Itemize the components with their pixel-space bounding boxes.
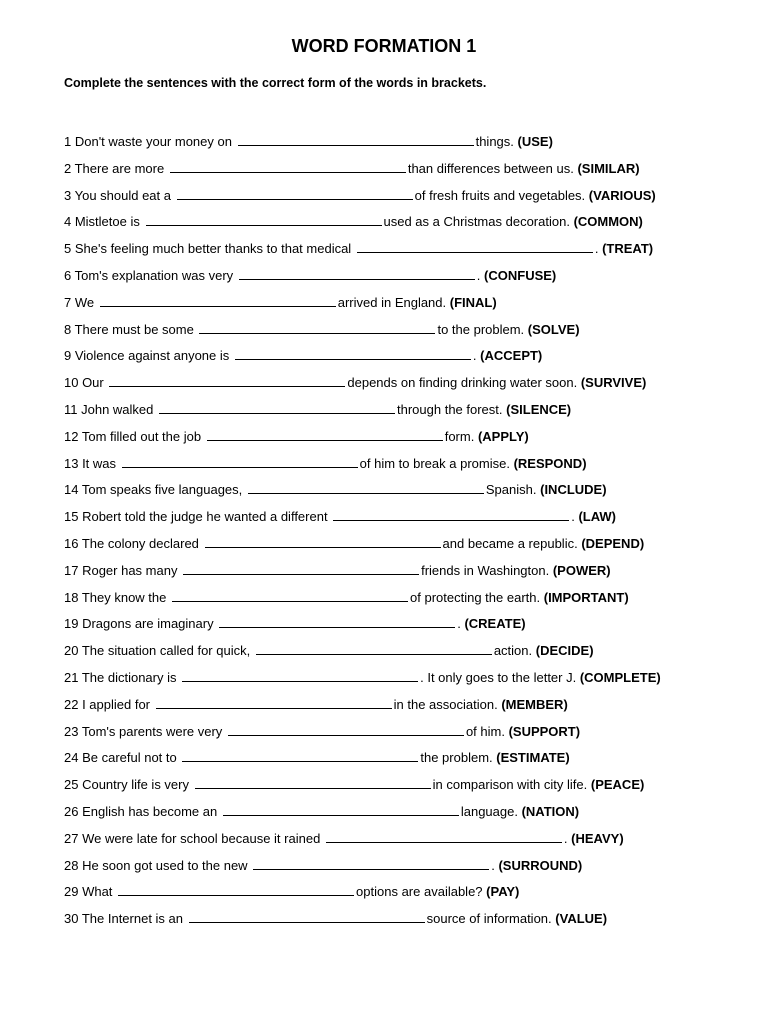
answer-blank[interactable]: [219, 615, 455, 628]
sentence-end: . It only goes to the letter J.: [420, 669, 577, 685]
sentence-start: 28 He soon got used to the new: [64, 857, 248, 873]
sentence-start: 11 John walked: [64, 401, 154, 417]
sentence-end: of protecting the earth.: [410, 589, 541, 605]
base-word: (COMMON): [573, 214, 643, 230]
sentence-end: source of information.: [426, 911, 552, 927]
base-word: (APPLY): [477, 428, 529, 444]
answer-blank[interactable]: [156, 696, 392, 709]
sentence-end: action.: [493, 643, 533, 659]
sentence-end: of fresh fruits and vegetables.: [414, 187, 586, 203]
base-word: (SUPPORT): [508, 723, 581, 739]
exercise-line: [64, 803, 744, 830]
exercise-line: [64, 294, 744, 321]
answer-blank[interactable]: [223, 803, 459, 816]
answer-blank[interactable]: [205, 535, 441, 548]
base-word: (TREAT): [602, 241, 654, 257]
exercise-line: [64, 455, 744, 482]
answer-blank[interactable]: [118, 883, 354, 896]
exercise-line: [64, 481, 744, 508]
sentence-end: form.: [444, 428, 475, 444]
base-word: (INCLUDE): [540, 482, 607, 498]
sentence-end: of him to break a promise.: [359, 455, 510, 471]
sentence-end: in the association.: [393, 696, 498, 712]
base-word: (ACCEPT): [480, 348, 543, 364]
sentence-end: language.: [460, 803, 518, 819]
answer-blank[interactable]: [177, 187, 413, 200]
answer-blank[interactable]: [189, 910, 425, 923]
sentence-start: 8 There must be some: [64, 321, 194, 337]
sentence-start: 14 Tom speaks five languages,: [64, 482, 243, 498]
exercise-line: [64, 642, 744, 669]
sentence-start: 20 The situation called for quick,: [64, 643, 251, 659]
exercise-line: [64, 213, 744, 240]
exercise-line: [64, 321, 744, 348]
answer-blank[interactable]: [248, 481, 484, 494]
sentence-start: 29 What: [64, 884, 113, 900]
base-word: (CREATE): [464, 616, 526, 632]
sentence-end: Spanish.: [485, 482, 537, 498]
answer-blank[interactable]: [170, 160, 406, 173]
sentence-end: friends in Washington.: [421, 562, 550, 578]
sentence-start: 4 Mistletoe is: [64, 214, 140, 230]
answer-blank[interactable]: [228, 723, 464, 736]
sentence-start: 5 She's feeling much better thanks to that medical: [64, 241, 352, 257]
answer-blank[interactable]: [253, 857, 489, 870]
exercise-line: [64, 562, 744, 589]
sentence-start: 26 English has become an: [64, 803, 218, 819]
answer-blank[interactable]: [357, 240, 593, 253]
exercise-line: [64, 133, 744, 160]
exercise-line: [64, 589, 744, 616]
base-word: (LAW): [578, 509, 616, 525]
answer-blank[interactable]: [109, 374, 345, 387]
base-word: (PAY): [486, 884, 520, 900]
sentence-end: .: [457, 616, 461, 632]
instructions: Complete the sentences with the correct form of the words in brackets.: [64, 76, 487, 90]
sentence-start: 22 I applied for: [64, 696, 151, 712]
sentence-end: arrived in England.: [337, 294, 447, 310]
base-word: (ESTIMATE): [496, 750, 570, 766]
sentence-end: to the problem.: [437, 321, 525, 337]
answer-blank[interactable]: [199, 321, 435, 334]
answer-blank[interactable]: [146, 213, 382, 226]
base-word: (CONFUSE): [484, 267, 557, 283]
answer-blank[interactable]: [122, 455, 358, 468]
answer-blank[interactable]: [238, 133, 474, 146]
exercise-line: [64, 723, 744, 750]
base-word: (RESPOND): [513, 455, 587, 471]
sentence-start: 17 Roger has many: [64, 562, 178, 578]
exercise-line: [64, 187, 744, 214]
base-word: (HEAVY): [571, 830, 624, 846]
sentence-end: .: [594, 241, 599, 257]
sentence-end: through the forest.: [397, 401, 503, 417]
sentence-start: 16 The colony declared: [64, 535, 199, 551]
base-word: (SILENCE): [506, 401, 572, 417]
base-word: (IMPORTANT): [543, 589, 629, 605]
answer-blank[interactable]: [182, 749, 418, 762]
sentence-start: 23 Tom's parents were very: [64, 723, 223, 739]
answer-blank[interactable]: [100, 294, 336, 307]
sentence-start: 18 They know the: [64, 589, 167, 605]
exercise-line: [64, 535, 744, 562]
exercise-line: [64, 883, 744, 910]
sentence-end: used as a Christmas decoration.: [383, 214, 570, 230]
sentence-start: 9 Violence against anyone is: [64, 348, 230, 364]
base-word: (NATION): [521, 803, 580, 819]
sentence-start: 19 Dragons are imaginary: [64, 616, 214, 632]
sentence-end: .: [571, 509, 575, 525]
base-word: (FINAL): [449, 294, 497, 310]
exercise-line: [64, 428, 744, 455]
sentence-end: depends on finding drinking water soon.: [347, 375, 578, 391]
base-word: (COMPLETE): [579, 669, 661, 685]
sentence-end: the problem.: [420, 750, 493, 766]
answer-blank[interactable]: [159, 401, 395, 414]
sentence-end: things.: [475, 134, 514, 149]
sentence-end: in comparison with city life.: [432, 777, 588, 793]
answer-blank[interactable]: [235, 347, 471, 360]
sentence-start: 15 Robert told the judge he wanted a different: [64, 509, 328, 525]
base-word: (USE): [517, 134, 553, 149]
answer-blank[interactable]: [183, 562, 419, 575]
sentence-end: .: [491, 857, 495, 873]
sentence-start: 7 We: [64, 294, 95, 310]
sentence-start: 24 Be careful not to: [64, 750, 177, 766]
exercise-line: [64, 374, 744, 401]
exercise-line: [64, 776, 744, 803]
exercise-line: [64, 240, 744, 267]
sentence-start: 2 There are more: [64, 160, 165, 176]
base-word: (VARIOUS): [588, 187, 656, 203]
base-word: (SURROUND): [498, 857, 583, 873]
exercise-line: [64, 347, 744, 374]
page-title: WORD FORMATION 1: [291, 36, 477, 56]
answer-blank[interactable]: [256, 642, 492, 655]
exercise-line: [64, 401, 744, 428]
sentence-start: 25 Country life is very: [64, 777, 189, 793]
sentence-start: 30 The Internet is an: [64, 911, 184, 927]
sentence-end: .: [476, 267, 481, 283]
sentence-start: 1 Don't waste your money on: [64, 134, 232, 149]
base-word: (SURVIVE): [580, 375, 647, 391]
base-word: (MEMBER): [501, 696, 568, 712]
exercise-line: [64, 615, 744, 642]
sentence-end: of him.: [465, 723, 505, 739]
sentence-start: 10 Our: [64, 375, 104, 391]
exercise-line: [64, 830, 744, 857]
sentence-end: options are available?: [356, 884, 483, 900]
sentence-start: 12 Tom filled out the job: [64, 428, 202, 444]
exercise-line: [64, 696, 744, 723]
sentence-end: .: [563, 830, 568, 846]
sentence-start: 13 It was: [64, 455, 117, 471]
exercise-line: [64, 857, 744, 884]
base-word: (DECIDE): [535, 643, 594, 659]
sentence-end: .: [472, 348, 477, 364]
answer-blank[interactable]: [182, 669, 418, 682]
exercise-line: [64, 160, 744, 187]
base-word: (POWER): [552, 562, 611, 578]
exercise-line: [64, 669, 744, 696]
sentence-end: and became a republic.: [442, 535, 578, 551]
sentence-start: 27 We were late for school because it rained: [64, 830, 321, 846]
answer-blank[interactable]: [326, 830, 562, 843]
base-word: (SIMILAR): [577, 160, 640, 176]
answer-blank[interactable]: [195, 776, 431, 789]
exercise-line: [64, 910, 744, 937]
sentence-start: 6 Tom's explanation was very: [64, 267, 234, 283]
base-word: (SOLVE): [527, 321, 580, 337]
sentence-start: 21 The dictionary is: [64, 669, 177, 685]
answer-blank[interactable]: [239, 267, 475, 280]
exercise-line: [64, 749, 744, 776]
base-word: (DEPEND): [581, 535, 645, 551]
exercise-line: [64, 267, 744, 294]
answer-blank[interactable]: [172, 589, 408, 602]
exercise-list: [64, 133, 744, 937]
sentence-end: than differences between us.: [407, 160, 574, 176]
answer-blank[interactable]: [207, 428, 443, 441]
exercise-line: [64, 508, 744, 535]
answer-blank[interactable]: [333, 508, 569, 521]
base-word: (PEACE): [590, 777, 645, 793]
sentence-start: 3 You should eat a: [64, 187, 171, 203]
base-word: (VALUE): [555, 911, 608, 927]
